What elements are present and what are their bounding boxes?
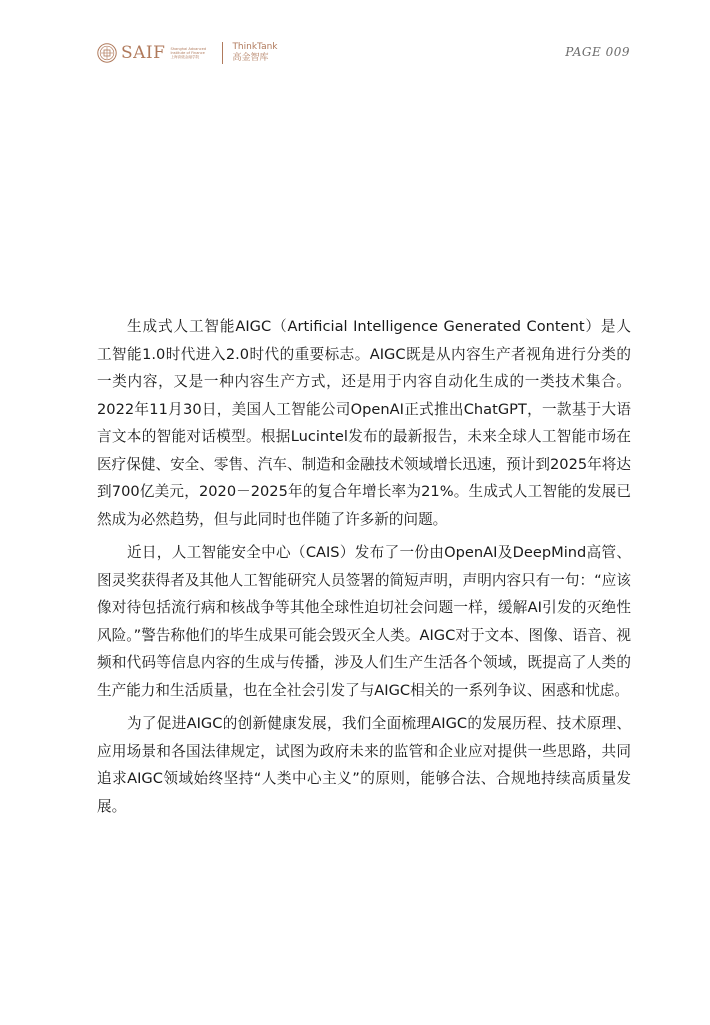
- thinktank-label: [232, 42, 277, 64]
- page-number: PAGE 009: [565, 45, 630, 59]
- paragraph: 生成式人工智能AIGC（Artificial Intelligence Generated Content）是人工智能1.0时代进入2.0时代的重要标志。AIGC既是从内容生产者视角进行分类的一类内容，又是一种内容生产方式，还是用于内容自动化生成的一类技术集合。2022年11月30日，美国人工智能公司OpenAI正式推出ChatGPT，一款基于大语言文本的智能对话模型。根据Lucintel发布的最新报告，未来全球人工智能市场在医疗保健、安全、零售、汽车、制造和金融技术领域增长迅速，预计到2025年将达到700亿美元，2020－2025年的复合年增长率为21%。生成式人工智能的发展已然成为必然趋势，但与此同时也伴随了许多新的问题。: [97, 318, 631, 528]
- institute-line: Institute of Finance: [170, 50, 205, 55]
- institute-name: [170, 47, 214, 60]
- page-header: [97, 40, 630, 66]
- paragraph: 近日，人工智能安全中心（CAIS）发布了一份由OpenAI及DeepMind高管、图灵奖获得者及其他人工智能研究人员签署的简短声明，声明内容只有一句：“应该像对待包括流行病和核战争等其他全球性迫切社会问题一样，缓解AI引发的灭绝性风险。”警告称他们的毕生成果可能会毁灭全人类。AIGC对于文本、图像、语音、视频和代码等信息内容的生成与传播，涉及人们生产生活各个领域，既提高了人类的生产能力和生活质量，也在全社会引发了与AIGC相关的一系列争议、困惑和忧虑。: [97, 544, 631, 699]
- saif-seal-icon: [97, 43, 117, 63]
- thinktank-en: ThinkTank: [232, 42, 278, 52]
- header-divider: [222, 42, 223, 64]
- thinktank-cn: 高金智库: [232, 53, 269, 63]
- brand-logo-text: SAIF: [121, 43, 166, 63]
- logo-group: [97, 40, 278, 66]
- institute-line: 上海高级金融学院: [170, 55, 200, 60]
- institute-line: Shanghai Advanced: [170, 46, 207, 51]
- paragraph: 为了促进AIGC的创新健康发展，我们全面梳理AIGC的发展历程、技术原理、应用场景和各国法律规定，试图为政府未来的监管和企业应对提供一些思路，共同追求AIGC领域始终坚持“人类中心主义”的原则，能够合法、合规地持续高质量发展。: [97, 715, 631, 815]
- body-text: [97, 313, 631, 826]
